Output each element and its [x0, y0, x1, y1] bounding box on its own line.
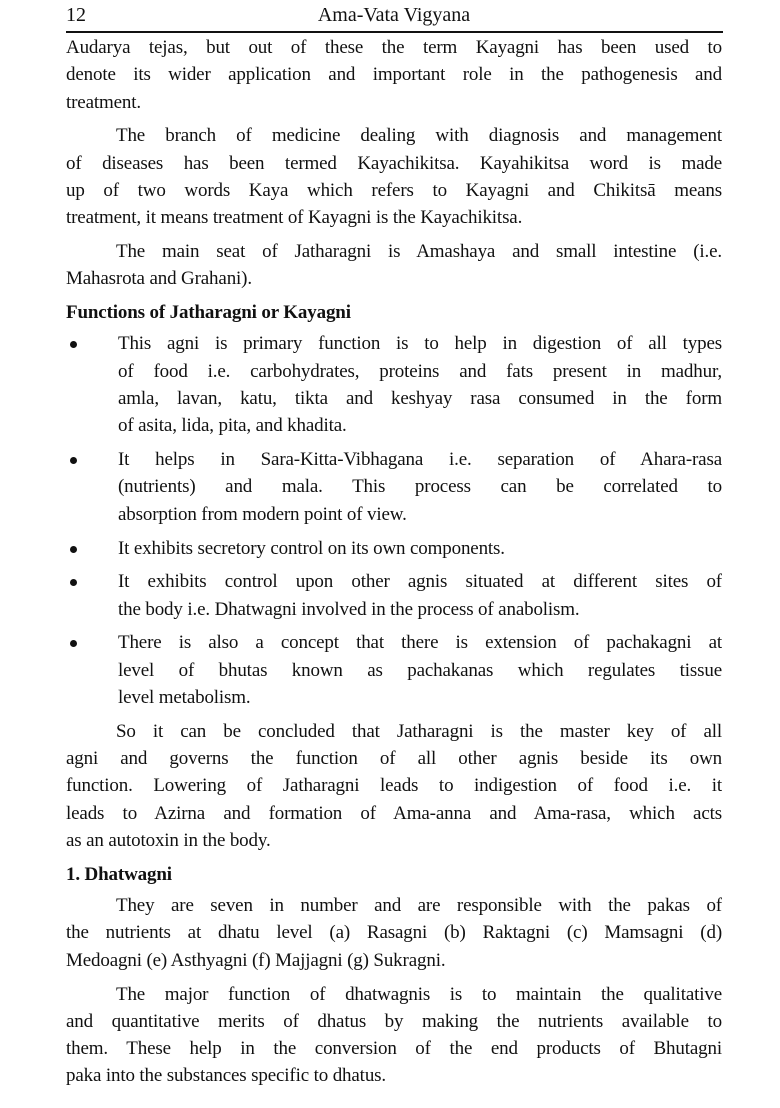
page-number: 12 [66, 4, 86, 26]
text-line: It exhibits control upon other agnis situated at different sites of [118, 571, 722, 593]
paragraph [66, 122, 722, 231]
paragraph [66, 238, 722, 293]
text-line: them. These help in the conversion of the end products of Bhutagni [66, 1038, 722, 1060]
bullet-item [66, 446, 722, 528]
text-line: The main seat of Jatharagni is Amashaya and small intestine (i.e. [116, 241, 722, 263]
text-line: There is also a concept that there is extension of pachakagni at [118, 632, 722, 654]
page-body [66, 34, 722, 1096]
text-line: paka into the substances specific to dhatus. [66, 1065, 387, 1087]
text-line: It exhibits secretory control on its own components. [118, 537, 505, 559]
text-line: treatment. [66, 91, 141, 113]
paragraph [66, 981, 722, 1090]
paragraph [66, 718, 722, 854]
text-line: It helps in Sara-Kitta-Vibhagana i.e. separation of Ahara-rasa [118, 449, 722, 471]
text-line: up of two words Kaya which refers to Kayagni and Chikitsā means [66, 179, 722, 201]
text-line: Audarya tejas, but out of these the term Kayagni has been used to [66, 37, 722, 58]
section-heading: Functions of Jatharagni or Kayagni [66, 302, 351, 324]
text-line: The branch of medicine dealing with diagnosis and management [116, 125, 722, 147]
text-line: function. Lowering of Jatharagni leads to indigestion of food i.e. it [66, 775, 722, 797]
paragraph [66, 892, 722, 974]
bullet-icon [70, 457, 77, 464]
text-line: So it can be concluded that Jatharagni is the master key of all [116, 720, 722, 742]
text-line: level of bhutas known as pachakanas which regulates tissue [118, 659, 722, 681]
text-line: leads to Azirna and formation of Ama-anna and Ama-rasa, which acts [66, 802, 722, 824]
text-line: denote its wider application and important role in the pathogenesis and [66, 64, 722, 86]
header-rule [66, 31, 723, 33]
text-line: (nutrients) and mala. This process can be correlated to [118, 476, 722, 498]
bullet-item [66, 568, 722, 623]
bullet-item [66, 330, 722, 439]
running-title: Ama-Vata Vigyana [317, 4, 471, 26]
text-line: Medoagni (e) Asthyagni (f) Majjagni (g) Sukragni. [66, 949, 446, 971]
bullet-icon [70, 579, 77, 586]
bullet-item [66, 535, 722, 562]
text-line: amla, lavan, katu, tikta and keshyay rasa consumed in the form [118, 388, 722, 410]
text-line: They are seven in number and are responsible with the pakas of [116, 895, 722, 917]
text-line: agni and governs the function of all other agnis beside its own [66, 748, 722, 770]
text-line: treatment, it means treatment of Kayagni is the Kayachikitsa. [66, 207, 523, 229]
running-header [66, 2, 722, 32]
text-line: the nutrients at dhatu level (a) Rasagni (b) Raktagni (c) Mamsagni (d) [66, 922, 722, 944]
text-line: of diseases has been termed Kayachikitsa. Kayahikitsa word is made [66, 152, 722, 174]
text-line: the body i.e. Dhatwagni involved in the process of anabolism. [118, 598, 580, 620]
text-line: and quantitative merits of dhatus by making the nutrients available to [66, 1010, 722, 1032]
text-line: of asita, lida, pita, and khadita. [118, 415, 347, 437]
text-line: of food i.e. carbohydrates, proteins and fats present in madhur, [118, 360, 722, 382]
paragraph [66, 34, 722, 116]
section-heading: 1. Dhatwagni [66, 863, 172, 885]
bullet-item [66, 629, 722, 711]
text-line: absorption from modern point of view. [118, 503, 407, 525]
bullet-icon [70, 341, 77, 348]
bullet-icon [70, 640, 77, 647]
text-line: The major function of dhatwagnis is to maintain the qualitative [116, 983, 722, 1005]
text-line: level metabolism. [118, 687, 251, 709]
text-line: This agni is primary function is to help in digestion of all types [118, 333, 722, 355]
bullet-icon [70, 546, 77, 553]
text-line: Mahasrota and Grahani). [66, 268, 252, 290]
text-line: as an autotoxin in the body. [66, 830, 271, 852]
